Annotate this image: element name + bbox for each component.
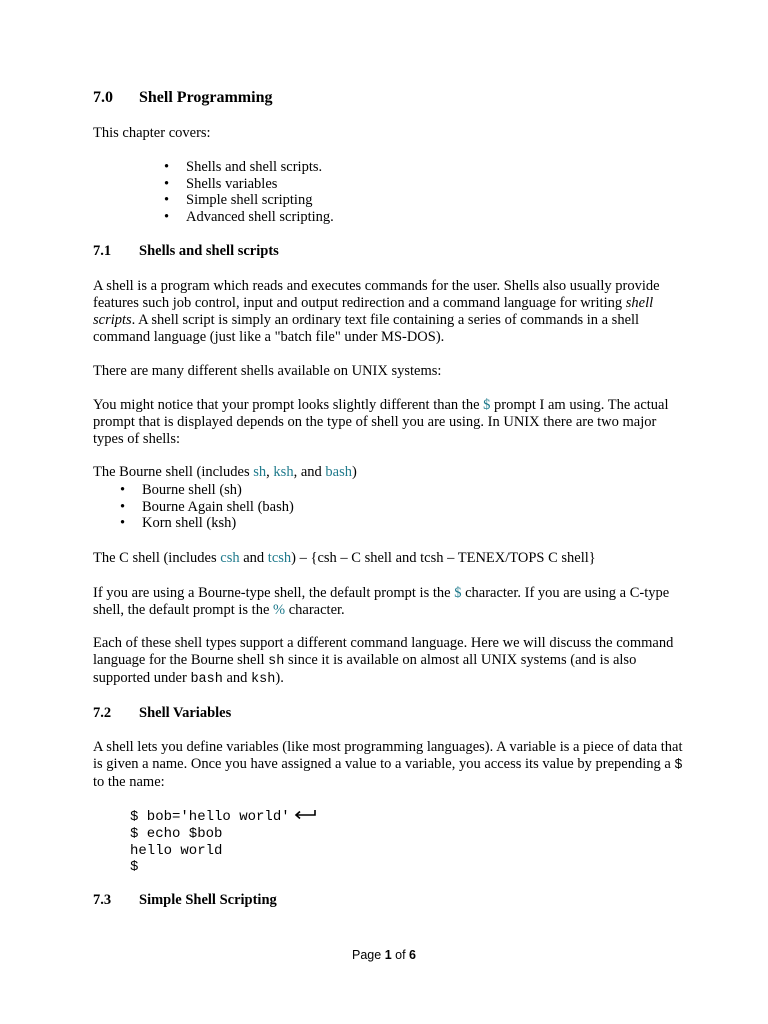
list-item: • Shells variables xyxy=(164,175,278,192)
bullet-icon: • xyxy=(120,482,126,498)
bullet-icon: • xyxy=(164,209,170,226)
paragraph-default-prompt: If you are using a Bourne-type shell, the default prompt is the $ character. If you are using a C-type shell, the default prompt is the % character. xyxy=(93,585,670,618)
heading-title: Shell Programming xyxy=(139,89,273,106)
total-page-number: 6 xyxy=(409,948,416,962)
code-line: hello world xyxy=(130,842,223,859)
bullet-icon: • xyxy=(164,175,170,192)
bourne-shell-list xyxy=(120,482,294,532)
paragraph-variables: A shell lets you define variables (like most programming languages). A variable is a piece of data that is given a name. Once you have assigned a value to a variable, you access its value by prepending a $ to the name: xyxy=(93,739,683,790)
code-line: $ bob='hello world' xyxy=(130,809,316,826)
link-csh: csh xyxy=(220,550,240,566)
page-footer: Page 1 of 6 xyxy=(352,948,416,962)
chapter-covers-list xyxy=(164,159,334,226)
bullet-icon: • xyxy=(164,159,170,175)
link-bash: bash xyxy=(325,464,352,480)
code-line: $ xyxy=(130,859,139,876)
paragraph-prompt: You might notice that your prompt looks slightly different than the $ prompt I am using. The actual prompt that is displayed depends on the type of shell you are using. In UNIX there are two major types of shells: xyxy=(93,397,669,447)
list-item: • Bourne shell (sh) xyxy=(120,482,242,498)
heading-7-1: 7.1 Shells and shell scripts xyxy=(93,243,279,259)
link-ksh: ksh xyxy=(273,464,294,480)
heading-7-3: 7.3 Simple Shell Scripting xyxy=(93,892,277,908)
return-arrow-icon xyxy=(294,809,316,821)
heading-number: 7.0 xyxy=(93,89,113,106)
dollar-prompt: $ xyxy=(483,397,491,413)
heading-7-2: 7.2 Shell Variables xyxy=(93,705,232,721)
list-item: • Bourne Again shell (bash) xyxy=(120,498,294,515)
intro-text: This chapter covers: xyxy=(93,125,211,141)
list-item: • Shells and shell scripts. xyxy=(164,159,323,175)
bullet-icon: • xyxy=(120,498,126,515)
code-line: $ echo $bob xyxy=(130,825,223,842)
paragraph-command-language: Each of these shell types support a different command language. Here we will discuss the command language for the Bourne shell sh since it is available on almost all UNIX systems (and is also supported under bash and ksh). xyxy=(93,635,674,687)
link-tcsh: tcsh xyxy=(267,550,292,566)
code-example xyxy=(130,809,316,876)
paragraph-many-shells: There are many different shells available on UNIX systems: xyxy=(93,363,442,379)
list-item: • Korn shell (ksh) xyxy=(120,515,237,532)
heading-7-0 xyxy=(93,89,683,106)
link-sh: sh xyxy=(253,464,267,480)
current-page-number: 1 xyxy=(384,948,392,962)
bullet-icon: • xyxy=(164,192,170,209)
c-shell-line: The C shell (includes csh and tcsh) – {csh – C shell and tcsh – TENEX/TOPS C shell} xyxy=(93,550,596,566)
emphasis-shell-scripts: shell scripts xyxy=(93,295,654,328)
list-item: • Simple shell scripting xyxy=(164,192,313,209)
list-item: • Advanced shell scripting. xyxy=(164,209,334,226)
bullet-icon: • xyxy=(120,515,126,532)
bourne-shell-line: The Bourne shell (includes sh, ksh, and bash) xyxy=(93,464,357,480)
paragraph-shell-definition: A shell is a program which reads and executes commands for the user. Shells also usually provide features such job control, input and output redirection and a command language for writing shell scripts. A shell script is simply an ordinary text file containing a series of commands in a shell command language (just like a "batch file" under MS-DOS). xyxy=(93,278,660,345)
